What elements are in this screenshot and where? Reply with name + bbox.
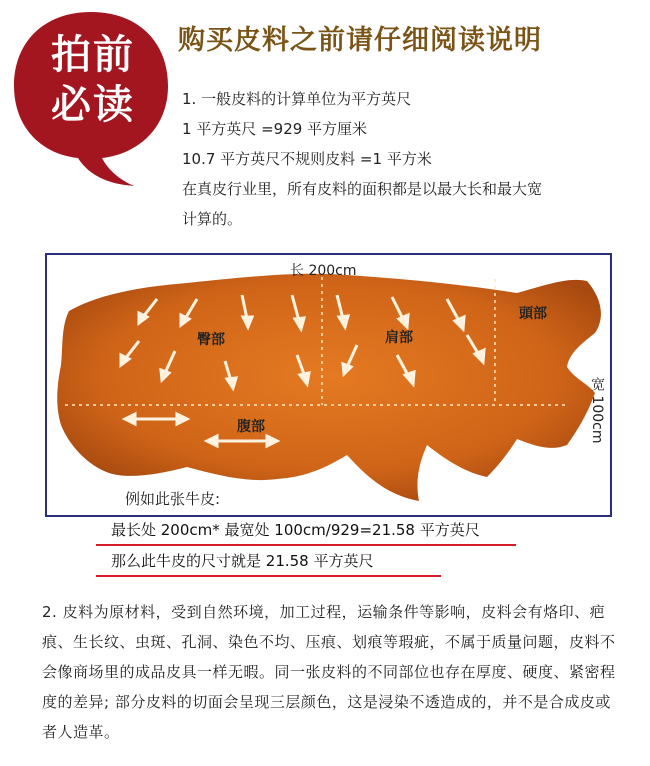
cowhide-illustration [47,255,610,515]
calc-formula: 最长处 200cm* 最宽处 100cm/929=21.58 平方英尺 [111,521,480,539]
intro-line: 计算的。 [182,210,243,228]
must-read-badge [10,8,172,188]
result-underline [96,575,441,577]
region-butt-label: 臀部 [197,332,225,348]
calc-result: 那么此牛皮的尺寸就是 21.58 平方英尺 [111,552,374,570]
hide-diagram [45,253,612,517]
width-label: 宽 100cm [589,377,605,444]
intro-line: 在真皮行业里，所有皮料的面积都是以最大长和最大宽 [182,180,543,198]
calc-underline [96,544,516,546]
section-2-text: 2. 皮料为原材料，受到自然环境，加工过程，运输条件等影响，皮料会有烙印、疤痕、生长纹、虫斑、孔洞、染色不均、压痕、划痕等瑕疵，不属于质量问题，皮料不会像商场里的成品皮具一样无暇。同一张皮料的不同部位也存在厚度、硬度、紧密程度的差异; 部分皮料的切面会呈现三层颜色，这是浸染不透造成的，并不是合成皮或者人造革。 [42,603,616,741]
intro-line: 1. 一般皮料的计算单位为平方英尺 [182,90,412,108]
intro-line: 1 平方英尺 =929 平方厘米 [182,120,368,138]
region-shoulder-label: 肩部 [385,330,413,346]
region-head-label: 頭部 [519,306,547,322]
example-caption: 例如此张牛皮: [125,490,221,508]
badge-line-2: 必读 [51,82,135,128]
intro-line: 10.7 平方英尺不规则皮料 =1 平方米 [182,150,432,168]
badge-line-1: 拍前 [51,32,135,78]
badge-text [28,30,158,130]
length-label: 长 200cm [290,263,357,279]
intro-section [182,84,632,234]
region-belly-label: 腹部 [237,419,265,435]
page-title: 购买皮料之前请仔细阅读说明 [178,25,542,56]
